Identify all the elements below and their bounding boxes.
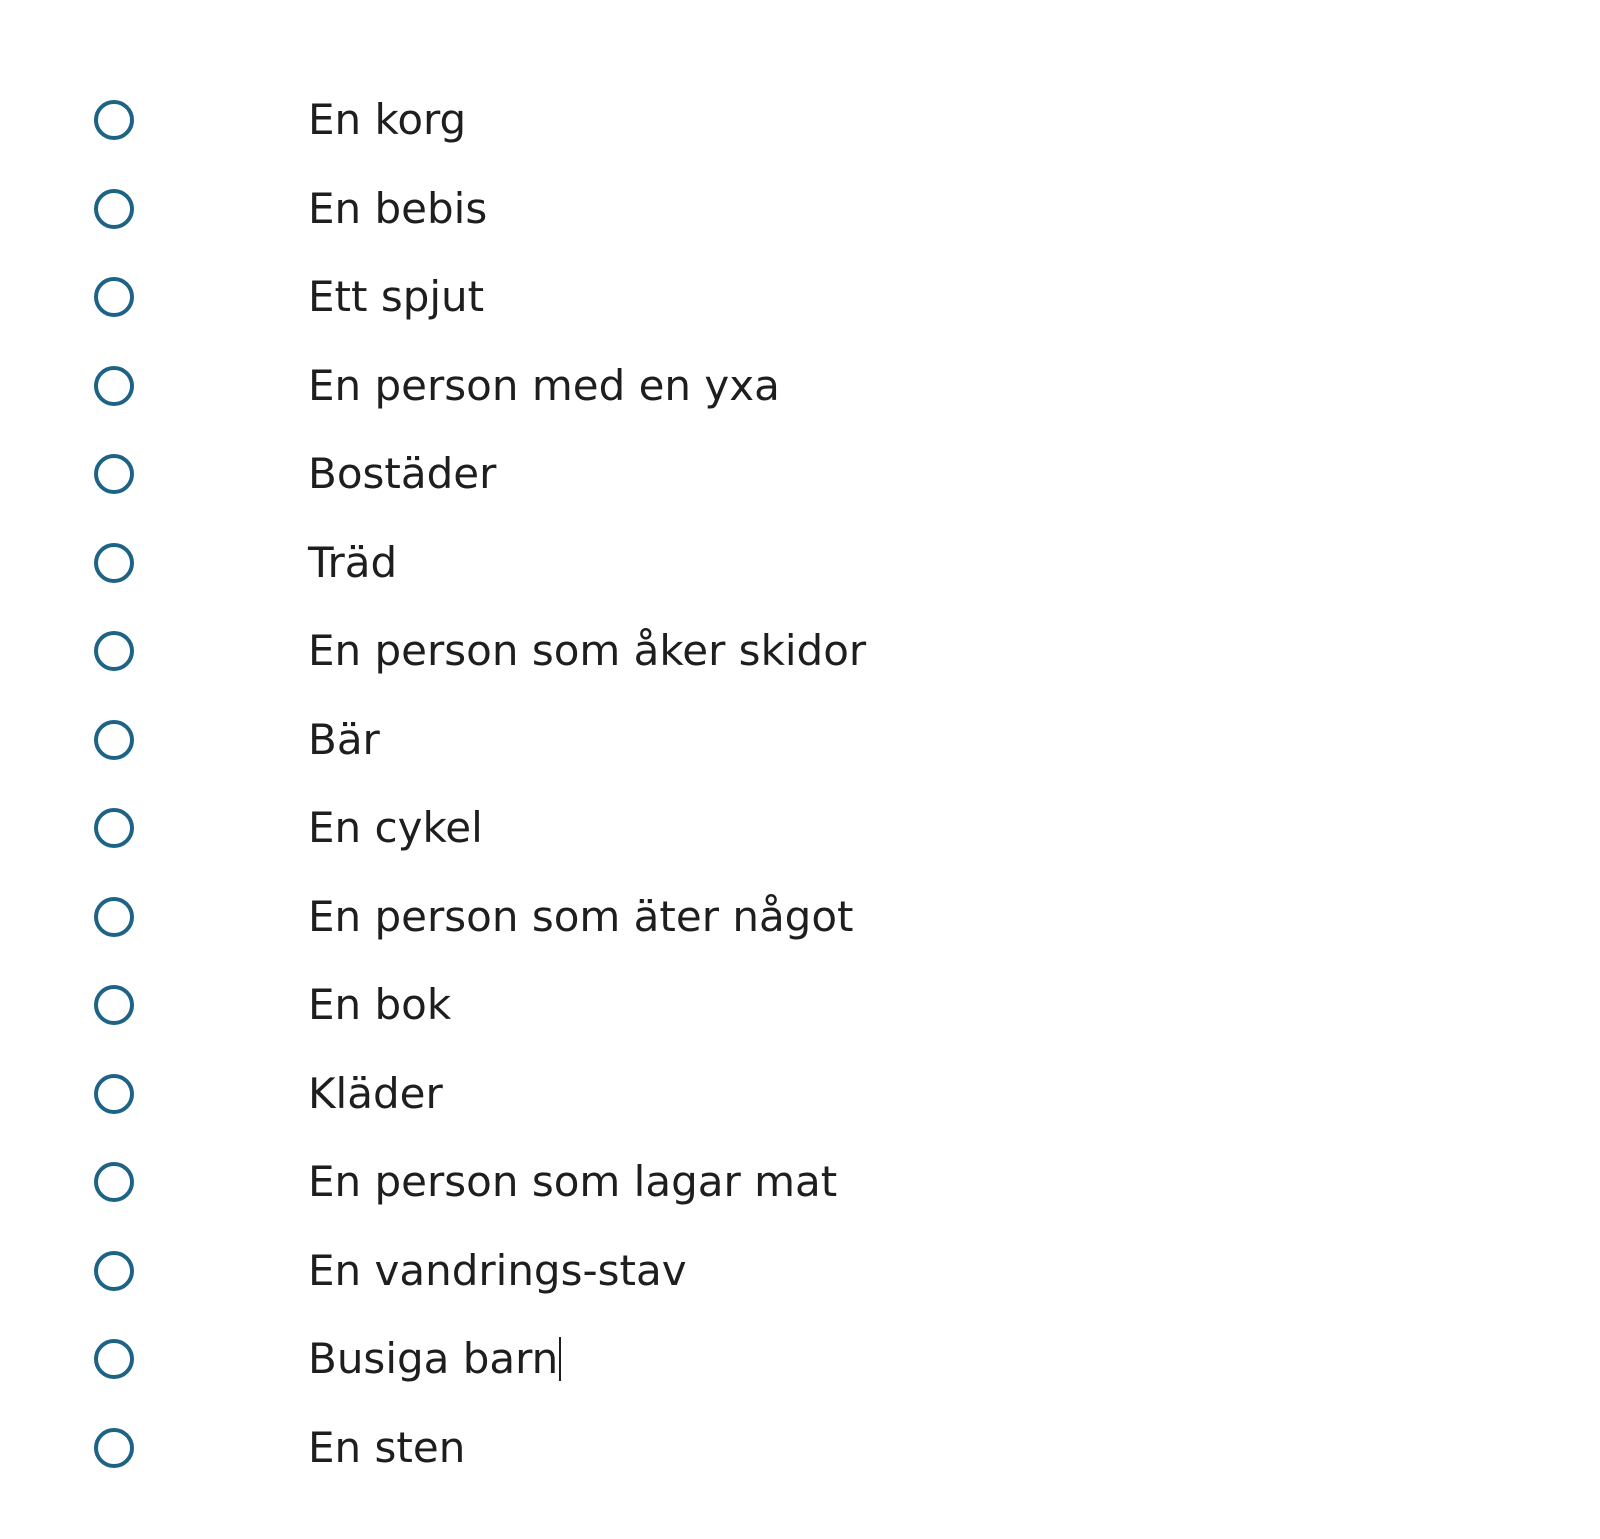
radio-option-label[interactable]: En person som äter något: [308, 891, 854, 941]
radio-option-row[interactable]: [0, 784, 1600, 873]
radio-button[interactable]: [94, 1074, 134, 1114]
radio-button[interactable]: [94, 277, 134, 317]
radio-option-row[interactable]: [0, 76, 1600, 165]
radio-option-label[interactable]: En vandrings-stav: [308, 1245, 687, 1295]
radio-option-row[interactable]: [0, 873, 1600, 962]
radio-option-label[interactable]: En korg: [308, 95, 467, 145]
radio-option-row[interactable]: [0, 1050, 1600, 1139]
radio-option-label[interactable]: Träd: [308, 537, 398, 587]
radio-button[interactable]: [94, 1428, 134, 1468]
radio-option-label[interactable]: En sten: [308, 1422, 466, 1472]
radio-option-row[interactable]: [0, 430, 1600, 519]
radio-option-row[interactable]: [0, 696, 1600, 785]
radio-button[interactable]: [94, 631, 134, 671]
radio-option-label[interactable]: En bok: [308, 980, 452, 1030]
radio-option-row[interactable]: [0, 607, 1600, 696]
radio-button[interactable]: [94, 100, 134, 140]
radio-option-row[interactable]: [0, 253, 1600, 342]
radio-option-label-with-caret[interactable]: [308, 1334, 561, 1384]
radio-option-row[interactable]: [0, 961, 1600, 1050]
radio-option-label-text[interactable]: Busiga barn: [308, 1334, 559, 1384]
radio-option-label[interactable]: En person som åker skidor: [308, 626, 867, 676]
radio-option-row[interactable]: [0, 1315, 1600, 1404]
radio-button[interactable]: [94, 720, 134, 760]
radio-option-row[interactable]: [0, 1227, 1600, 1316]
radio-button[interactable]: [94, 189, 134, 229]
radio-option-label[interactable]: En bebis: [308, 183, 488, 233]
radio-option-label[interactable]: En cykel: [308, 803, 483, 853]
radio-option-label[interactable]: En person med en yxa: [308, 360, 780, 410]
radio-option-row[interactable]: [0, 165, 1600, 254]
radio-button[interactable]: [94, 985, 134, 1025]
radio-button[interactable]: [94, 1162, 134, 1202]
radio-option-row[interactable]: [0, 1138, 1600, 1227]
radio-button[interactable]: [94, 1339, 134, 1379]
radio-button[interactable]: [94, 543, 134, 583]
radio-option-label[interactable]: Ett spjut: [308, 272, 485, 322]
radio-option-label[interactable]: Bär: [308, 714, 380, 764]
radio-button[interactable]: [94, 897, 134, 937]
radio-button[interactable]: [94, 454, 134, 494]
radio-option-list: [0, 76, 1600, 1492]
radio-button[interactable]: [94, 366, 134, 406]
radio-option-row[interactable]: [0, 1404, 1600, 1493]
radio-button[interactable]: [94, 808, 134, 848]
radio-option-label[interactable]: Kläder: [308, 1068, 443, 1118]
radio-option-label[interactable]: En person som lagar mat: [308, 1157, 838, 1207]
text-caret: [559, 1337, 561, 1381]
radio-option-row[interactable]: [0, 519, 1600, 608]
radio-option-label[interactable]: Bostäder: [308, 449, 497, 499]
radio-button[interactable]: [94, 1251, 134, 1291]
radio-option-row[interactable]: [0, 342, 1600, 431]
